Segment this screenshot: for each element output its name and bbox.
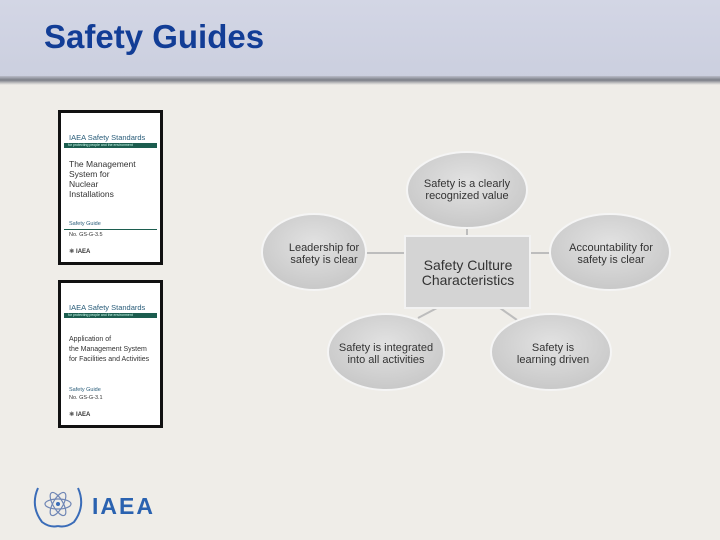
book-number: No. GS-G-3.5	[69, 232, 103, 238]
svg-text:Safety is: Safety is	[531, 342, 575, 354]
book-title: The Management System for Nuclear Installations	[69, 159, 136, 199]
iaea-emblem-icon	[28, 482, 88, 530]
svg-text:Safety is a clearly: Safety is a clearly	[423, 178, 511, 190]
center-box	[405, 236, 530, 308]
ellipse-top	[407, 152, 527, 228]
book-logo: ⚛ IAEA	[69, 249, 91, 255]
svg-text:safety is clear: safety is clear	[290, 254, 358, 266]
svg-text:Safety Culture: Safety Culture	[423, 257, 513, 273]
ellipse-left	[262, 214, 366, 290]
book-guide-label: Safety Guide	[69, 387, 101, 393]
book-subtitle: for protecting people and the environment	[64, 313, 157, 318]
ellipse-bottom-left	[328, 314, 444, 390]
svg-text:Characteristics: Characteristics	[421, 272, 515, 288]
svg-text:learning driven: learning driven	[516, 354, 590, 366]
svg-text:safety is clear: safety is clear	[577, 254, 645, 266]
svg-text:into all activities: into all activities	[347, 354, 425, 366]
svg-text:Safety is integrated: Safety is integrated	[338, 342, 434, 354]
book-series: IAEA Safety Standards	[69, 303, 146, 312]
book-number: No. GS-G-3.1	[69, 395, 103, 401]
svg-text:recognized value: recognized value	[425, 190, 509, 202]
iaea-logo-text: IAEA	[92, 493, 155, 519]
book-logo: ⚛ IAEA	[69, 412, 91, 418]
slide-title: Safety Guides	[44, 18, 265, 55]
svg-text:Accountability for: Accountability for	[569, 242, 653, 254]
book-subtitle: for protecting people and the environment	[64, 143, 157, 148]
ellipse-bottom-right	[491, 314, 611, 390]
ellipse-right	[550, 214, 670, 290]
book-series: IAEA Safety Standards	[69, 133, 146, 142]
svg-text:Leadership for: Leadership for	[288, 242, 360, 254]
book-title: Application of the Management System for Facilities and Activities	[69, 336, 150, 363]
book-guide-label: Safety Guide	[69, 221, 101, 227]
